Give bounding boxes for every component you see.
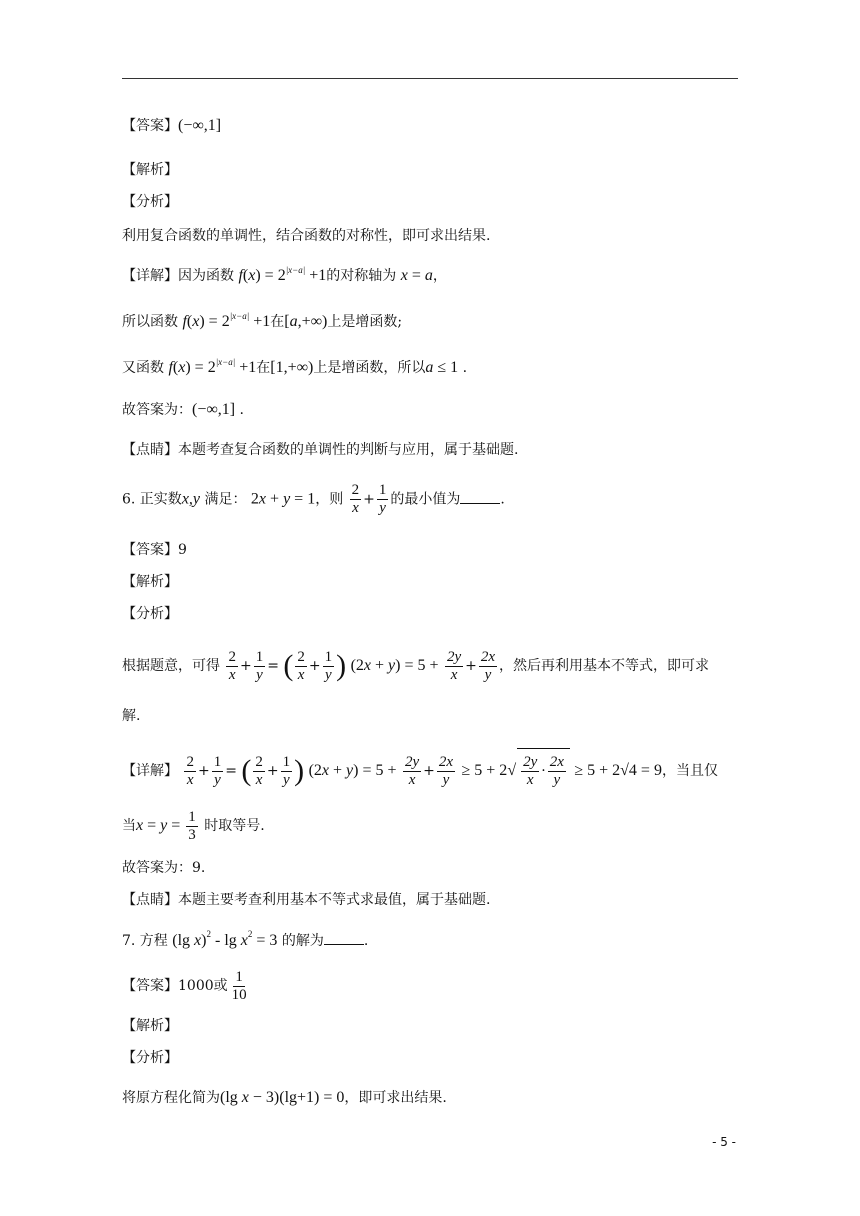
q6-detail-2: 当x = y = $\frac{1}{3}$ 时取等号.: [122, 808, 265, 843]
answer-blank: [460, 489, 500, 504]
analysis-text: 将原方程化简为: [122, 1090, 220, 1106]
q6-stem: 6. 正实数x,y 满足： 2x + y = 1，则 $\frac{2}{x}$ + $\frac{1}{y}$ 的最小值为 .: [122, 482, 505, 516]
q6-detail: 【详解】 $\frac{2}{x}$ + $\frac{1}{y}$ = ( $\frac{2}{x}$ + $\frac{1}{y}$ ) (2x + y) = 5 + $\frac{2y}{x}$ + $\frac{2x}{y}$ ≥ 5 + 2√ $\frac{2y}{x}$ · $\frac{2x}{y}$ ≥ 5 + 2√4 = 9，当且仅: [122, 748, 718, 793]
stem-text: 满足：: [204, 491, 247, 508]
q5-analysis: 利用复合函数的单调性，结合函数的对称性，即可求出结果.: [122, 228, 491, 244]
header-rule: [122, 78, 738, 79]
comment-text: 本题主要考查利用基本不等式求最值，属于基础题.: [178, 892, 491, 908]
q7-stem: 7. 方程 (lg $x)^2 - \lg x^2 = 3$ 的解为 .: [122, 929, 369, 949]
q7-fenxi: 【分析】: [122, 1050, 178, 1066]
q7-analysis: 将原方程化简为(lg x − 3)(lg+1) = 0，即可求出结果.: [122, 1089, 447, 1106]
comment-label: 【点睛】: [122, 892, 178, 908]
comment-text: 本题考查复合函数的单调性的判断与应用，属于基础题.: [178, 442, 519, 458]
answer-value: (−∞,1]: [178, 117, 222, 134]
detail-text: 的对称轴为: [326, 268, 397, 284]
answer-label: 【答案】: [122, 118, 178, 134]
page-number: - 5 -: [712, 1135, 736, 1149]
analysis-text: ，然后再利用基本不等式，即可求: [499, 658, 710, 674]
detail-text: 因为函数: [178, 268, 234, 284]
q5-detail-1: 【详解】因为函数 $f(x) = 2^{|x-a|} +1$的对称轴为 x = a，: [122, 265, 447, 284]
q6-analysis: 根据题意，可得 $\frac{2}{x}$ + $\frac{1}{y}$ = ( $\frac{2}{x}$ + $\frac{1}{y}$ ) (2x + y) = 5 + $\frac{2y}{x}$ + $\frac{2x}{y}$ ，然后再利用基本不等式，即可求: [122, 648, 710, 683]
stem-text: 7. 方程: [122, 933, 168, 949]
detail-text: 上是增函数;: [327, 314, 403, 330]
stem-text: 的最小值为: [390, 491, 461, 508]
answer-label: 【答案】: [122, 978, 178, 994]
answer-label: 【答案】: [122, 542, 178, 558]
answer-value: 1000或: [178, 978, 228, 994]
final-value: (−∞,1]: [192, 401, 236, 418]
stem-text: 的解为: [281, 933, 324, 949]
q6-fenxi: 【分析】: [122, 606, 178, 622]
q6-jiexi: 【解析】: [122, 574, 178, 590]
answer-blank: [324, 930, 364, 945]
detail-label: 【详解】: [122, 763, 178, 779]
q6-analysis-end: 解.: [122, 708, 141, 724]
detail-text: 在: [256, 360, 271, 376]
q7-jiexi: 【解析】: [122, 1018, 178, 1034]
q5-jiexi: 【解析】: [122, 162, 178, 178]
stem-text: .: [363, 933, 369, 949]
detail-text: ，当且仅: [661, 763, 718, 779]
formula: f: [238, 267, 243, 284]
answer-value: 9: [178, 542, 187, 558]
final-label: 故答案为：: [122, 402, 192, 418]
q5-final: 故答案为：(−∞,1] .: [122, 401, 244, 418]
detail-text: 又函数: [122, 360, 164, 376]
q7-answer: 【答案】1000或 $\frac{1}{10}$: [122, 968, 247, 1003]
q5-fenxi: 【分析】: [122, 194, 178, 210]
analysis-text: 根据题意，可得: [122, 658, 220, 674]
q5-detail-2: 所以函数 $f(x) = 2^{|x-a|} +1$在[a,+∞)上是增函数;: [122, 311, 403, 330]
q6-comment: [122, 890, 490, 910]
detail-label: 【详解】: [122, 268, 178, 284]
stem-text: .: [500, 491, 505, 508]
comment-label: 【点睛】: [122, 442, 178, 458]
detail-text: 所以函数: [122, 314, 178, 330]
detail-text: 当: [122, 818, 136, 834]
detail-text: 时取等号.: [204, 818, 265, 834]
detail-text: 上是增函数，所以: [313, 360, 426, 376]
detail-text: 在: [270, 314, 285, 330]
q6-final: 故答案为：9.: [122, 860, 206, 876]
q5-comment: [122, 440, 518, 460]
q6-answer: [122, 540, 187, 560]
q5-detail-3: 又函数 $f(x) = 2^{|x-a|} +1$在[1,+∞)上是增函数，所以a ≤ 1 .: [122, 357, 468, 376]
stem-text: 6. 正实数: [122, 491, 182, 508]
q5-answer-line: [122, 116, 221, 136]
stem-text: ，则: [315, 491, 344, 508]
analysis-text: ，即可求出结果.: [344, 1090, 447, 1106]
